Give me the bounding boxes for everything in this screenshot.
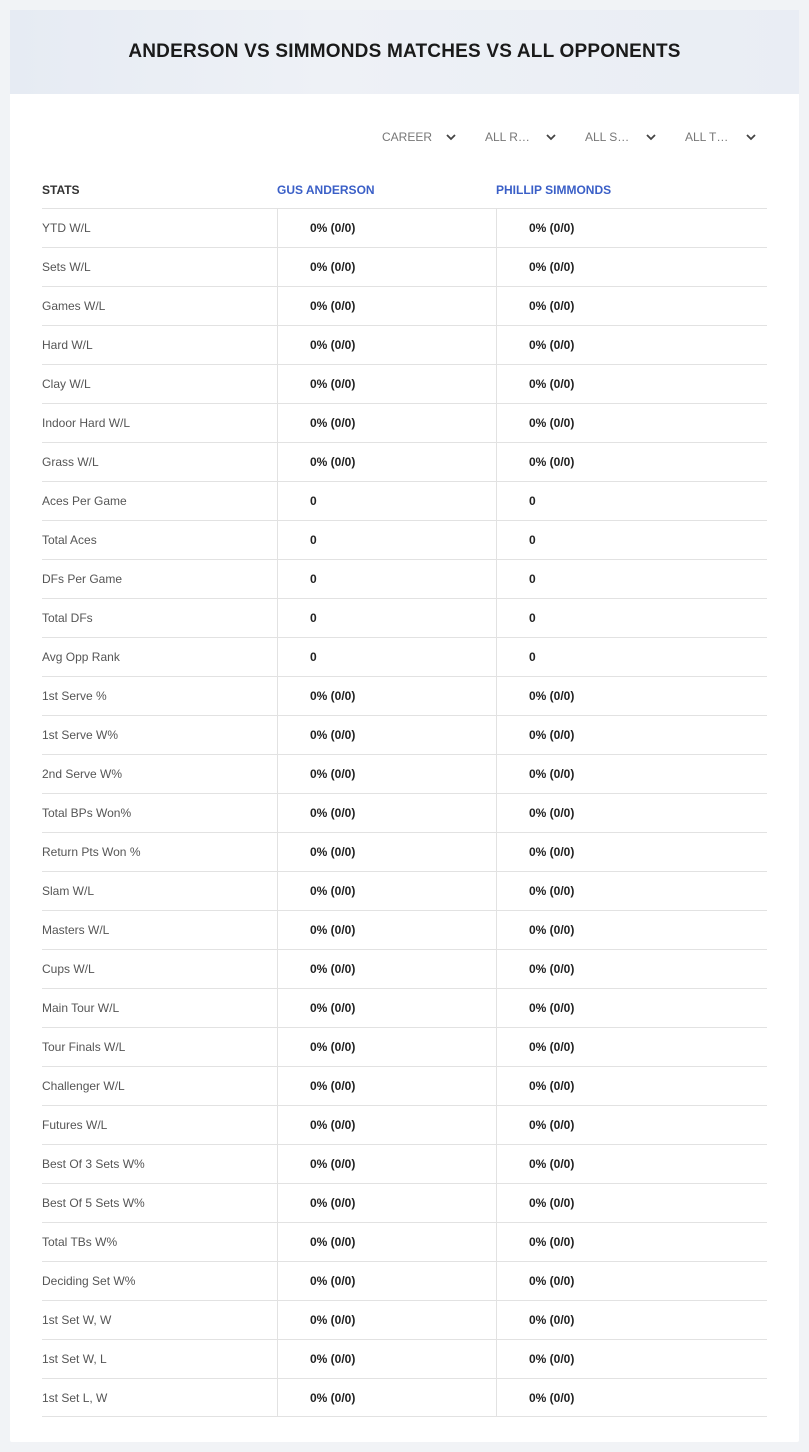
table-row — [42, 637, 767, 676]
stat-label: Total DFs — [42, 611, 93, 625]
stat-label: Total BPs Won% — [42, 806, 132, 820]
filter-label: CAREER — [382, 130, 433, 144]
player1-value: 0% (0/0) — [277, 1301, 496, 1339]
player2-value: 0% (0/0) — [496, 716, 767, 754]
table-row — [42, 1144, 767, 1183]
filter-tournament-select[interactable] — [667, 126, 767, 148]
player2-value: 0% (0/0) — [496, 1262, 767, 1300]
page-title: ANDERSON VS SIMMONDS MATCHES VS ALL OPPONENTS — [128, 41, 681, 62]
stat-label: 1st Set L, W — [42, 1390, 108, 1405]
player1-value: 0% (0/0) — [277, 287, 496, 325]
table-row — [42, 598, 767, 637]
stat-label: Games W/L — [42, 299, 106, 313]
player2-value: 0% (0/0) — [496, 794, 767, 832]
player1-value: 0% (0/0) — [277, 1379, 496, 1416]
table-header — [42, 172, 767, 208]
player1-value: 0% (0/0) — [277, 404, 496, 442]
player1-value: 0% (0/0) — [277, 989, 496, 1027]
player1-value: 0% (0/0) — [277, 872, 496, 910]
stat-label: Cups W/L — [42, 962, 95, 976]
stat-label: Clay W/L — [42, 377, 91, 391]
table-row — [42, 364, 767, 403]
player1-value: 0% (0/0) — [277, 1106, 496, 1144]
table-row — [42, 754, 767, 793]
player1-value: 0% (0/0) — [277, 794, 496, 832]
column-header-stats: STATS — [42, 183, 80, 197]
table-row — [42, 676, 767, 715]
table-row — [42, 208, 767, 247]
stat-label: Aces Per Game — [42, 494, 127, 508]
stats-card — [10, 10, 799, 1442]
player2-value: 0% (0/0) — [496, 1028, 767, 1066]
table-row — [42, 1027, 767, 1066]
stat-label: Return Pts Won % — [42, 845, 141, 859]
stat-label: Main Tour W/L — [42, 1001, 120, 1015]
player1-value: 0% (0/0) — [277, 1067, 496, 1105]
player2-value: 0% (0/0) — [496, 404, 767, 442]
player1-value: 0% (0/0) — [277, 326, 496, 364]
filter-period-select[interactable] — [372, 126, 467, 148]
table-row — [42, 1300, 767, 1339]
table-row — [42, 442, 767, 481]
chevron-down-icon — [545, 131, 557, 143]
filter-label: ALL R… — [485, 130, 530, 144]
table-row — [42, 988, 767, 1027]
table-row — [42, 286, 767, 325]
player2-value: 0% (0/0) — [496, 950, 767, 988]
stat-label: Hard W/L — [42, 338, 93, 352]
player2-value: 0% (0/0) — [496, 326, 767, 364]
player2-value: 0% (0/0) — [496, 989, 767, 1027]
player2-value: 0 — [496, 599, 767, 637]
player1-value: 0% (0/0) — [277, 209, 496, 247]
player2-value: 0 — [496, 521, 767, 559]
player1-value: 0% (0/0) — [277, 716, 496, 754]
player1-value: 0% (0/0) — [277, 833, 496, 871]
player2-value: 0% (0/0) — [496, 872, 767, 910]
chevron-down-icon — [745, 131, 757, 143]
table-row — [42, 247, 767, 286]
stat-label: Slam W/L — [42, 884, 95, 898]
player2-value: 0% (0/0) — [496, 248, 767, 286]
stat-label: 1st Set W, L — [42, 1352, 107, 1366]
stat-label: Sets W/L — [42, 260, 91, 274]
player1-value: 0% (0/0) — [277, 1340, 496, 1378]
player2-value: 0% (0/0) — [496, 209, 767, 247]
stat-label: Best Of 5 Sets W% — [42, 1196, 145, 1210]
filter-round-select[interactable] — [467, 126, 567, 148]
player1-value: 0 — [277, 482, 496, 520]
player1-value: 0% (0/0) — [277, 1028, 496, 1066]
player1-value: 0 — [277, 599, 496, 637]
stat-label: Total Aces — [42, 533, 97, 547]
table-row — [42, 1222, 767, 1261]
player2-value: 0% (0/0) — [496, 1067, 767, 1105]
stat-label: Futures W/L — [42, 1118, 108, 1132]
player1-value: 0% (0/0) — [277, 1262, 496, 1300]
table-row — [42, 559, 767, 598]
stat-label: 1st Set W, W — [42, 1313, 112, 1327]
stat-label: Total TBs W% — [42, 1235, 118, 1249]
stat-label: Tour Finals W/L — [42, 1040, 126, 1054]
player2-value: 0 — [496, 560, 767, 598]
player2-value: 0% (0/0) — [496, 365, 767, 403]
player1-value: 0% (0/0) — [277, 911, 496, 949]
page-header — [10, 10, 799, 94]
player1-value: 0% (0/0) — [277, 443, 496, 481]
player1-value: 0% (0/0) — [277, 365, 496, 403]
player2-value: 0 — [496, 638, 767, 676]
player2-value: 0% (0/0) — [496, 443, 767, 481]
player1-value: 0% (0/0) — [277, 1184, 496, 1222]
filter-label: ALL T… — [685, 130, 729, 144]
stat-label: Indoor Hard W/L — [42, 416, 131, 430]
player1-value: 0% (0/0) — [277, 1145, 496, 1183]
filter-bar — [372, 126, 767, 148]
player2-value: 0% (0/0) — [496, 677, 767, 715]
table-row — [42, 1378, 767, 1417]
table-row — [42, 910, 767, 949]
filter-label: ALL S… — [585, 130, 630, 144]
table-row — [42, 832, 767, 871]
player2-value: 0% (0/0) — [496, 1223, 767, 1261]
player2-value: 0% (0/0) — [496, 1301, 767, 1339]
stat-label: Deciding Set W% — [42, 1274, 136, 1288]
stat-label: YTD W/L — [42, 221, 91, 235]
player1-value: 0% (0/0) — [277, 950, 496, 988]
table-row — [42, 1339, 767, 1378]
player2-value: 0% (0/0) — [496, 833, 767, 871]
player2-value: 0% (0/0) — [496, 911, 767, 949]
player1-value: 0% (0/0) — [277, 1223, 496, 1261]
table-row — [42, 1105, 767, 1144]
table-row — [42, 403, 767, 442]
chevron-down-icon — [445, 131, 457, 143]
player1-value: 0 — [277, 638, 496, 676]
table-row — [42, 949, 767, 988]
player1-value: 0 — [277, 521, 496, 559]
stat-label: 1st Serve W% — [42, 728, 119, 742]
table-row — [42, 871, 767, 910]
player2-value: 0% (0/0) — [496, 1379, 767, 1416]
player2-value: 0% (0/0) — [496, 1106, 767, 1144]
table-row — [42, 520, 767, 559]
player2-value: 0% (0/0) — [496, 1340, 767, 1378]
filter-surface-select[interactable] — [567, 126, 667, 148]
column-header-player1[interactable]: GUS ANDERSON — [277, 183, 375, 197]
stat-label: Avg Opp Rank — [42, 650, 120, 664]
player2-value: 0% (0/0) — [496, 755, 767, 793]
stat-label: 1st Serve % — [42, 689, 107, 703]
table-row — [42, 481, 767, 520]
table-row — [42, 1183, 767, 1222]
stat-label: Best Of 3 Sets W% — [42, 1157, 145, 1171]
chevron-down-icon — [645, 131, 657, 143]
table-row — [42, 1066, 767, 1105]
table-row — [42, 325, 767, 364]
stat-label: DFs Per Game — [42, 572, 123, 586]
player1-value: 0% (0/0) — [277, 677, 496, 715]
table-row — [42, 715, 767, 754]
player2-value: 0% (0/0) — [496, 1145, 767, 1183]
player2-value: 0% (0/0) — [496, 1184, 767, 1222]
table-row — [42, 793, 767, 832]
player2-value: 0 — [496, 482, 767, 520]
stat-label: Grass W/L — [42, 455, 99, 469]
player1-value: 0 — [277, 560, 496, 598]
stat-label: Masters W/L — [42, 923, 110, 937]
column-header-player2[interactable]: PHILLIP SIMMONDS — [496, 183, 612, 197]
table-row — [42, 1261, 767, 1300]
player1-value: 0% (0/0) — [277, 755, 496, 793]
stat-label: 2nd Serve W% — [42, 767, 123, 781]
player1-value: 0% (0/0) — [277, 248, 496, 286]
stat-label: Challenger W/L — [42, 1079, 125, 1093]
player2-value: 0% (0/0) — [496, 287, 767, 325]
stats-table — [42, 208, 767, 1417]
